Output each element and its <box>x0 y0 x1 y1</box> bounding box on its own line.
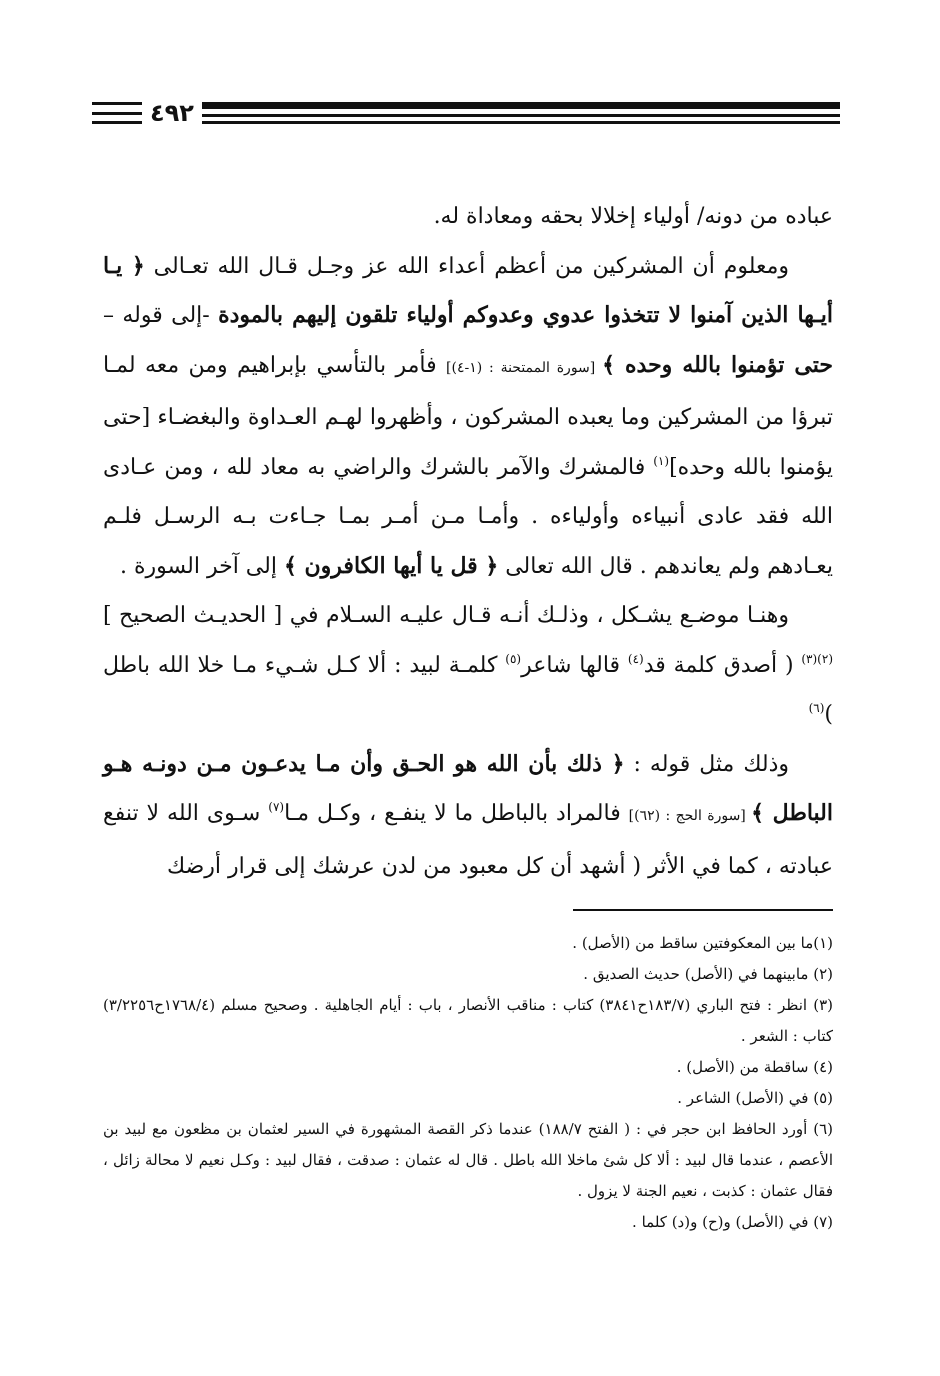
footnote: (٢) مابينهما في (الأصل) حديث الصديق . <box>583 965 833 983</box>
text-run: إلى آخر السورة . <box>120 553 284 579</box>
text-run: فالمراد بالباطل ما لا ينفـع ، وكـل مـا <box>284 801 629 826</box>
text-run: ( أصدق كلمة قد <box>643 652 802 678</box>
footnote-marker: (٤) <box>627 651 644 666</box>
footnote-marker: (١) <box>653 453 670 468</box>
surah-reference: [سورة الممتحنة : (١-٤)] <box>446 359 603 376</box>
text-run: كلمـة لبيد : ألا كـل شـيء مـا خلا الله باطل ) <box>103 652 833 727</box>
footnote: (٥) في (الأصل) الشاعر . <box>677 1089 833 1107</box>
quran-quote: ﴿ ذلك بأن الله هو الحـق وأن مـا يدعـون مـن دونـه هـو الباطل ﴾ <box>103 750 833 826</box>
footnote: (١)ما بين المعكوفتين ساقط من (الأصل) . <box>572 934 833 952</box>
footnote-separator <box>573 909 833 911</box>
text-run: عباده من دونه/ أولياء إخلالا بحقه ومعاداة له. <box>433 204 833 229</box>
footnote-marker: (٥) <box>505 651 522 666</box>
page-number: ٤٩٢ <box>150 99 194 127</box>
page-header <box>92 101 840 125</box>
footnote: (٦) أورد الحافظ ابن حجر في : ( الفتح ١٨٨/٧) عندما ذكر القصة المشهورة في السير لعثمان بن مظعون مع لبيد بن الأعصم ، عندما قال لبيد : ألا كل شئ ماخلا الله باطل . قال له عثمان : صدقت ، فقال لبيد : وكـل نعيم لا محالة زائل ، فقال عثمان : كذبت ، نعيم الجنة لا يزول . <box>103 1120 833 1200</box>
footnote-marker: (٢)(٣) <box>801 651 834 666</box>
surah-reference: [سورة الحج : (٦٢)] <box>628 808 752 824</box>
quran-quote: ﴿ يـا أيـها الذين آمنوا لا تتخذوا عدوي وعدوكم أولياء تلقون إليهم بالمودة <box>103 252 833 328</box>
footnote: (٤) ساقطة من (الأصل) . <box>676 1058 833 1076</box>
text-run: قالها شاعر <box>521 652 628 678</box>
quran-quote: ﴿ قل يا أيها الكافرون ﴾ <box>283 552 499 579</box>
text-run: -إلى قوله – <box>103 303 219 328</box>
footnote: (٧) في (الأصل) و(ح) و(د) كلما . <box>632 1213 833 1231</box>
text-run: سـوى الله لا تنفع عبادته ، كما في الأثر ( أشهد أن كل معبود من لدن عرشك إلى قرار أرضك <box>103 801 833 879</box>
paragraph <box>103 192 833 242</box>
text-run: فالمشرك والآمر بالشرك والراضي به معاد لله ، ومن عـادى الله فقد عادى أنبياءه وأولياءه . وأمـا مـن أمـر بمـا جـاءت بـه الرسـل فلـم يعـادهم ولم يعاندهم . قال الله تعالى <box>103 454 833 579</box>
paragraph <box>103 740 833 892</box>
text-run: وهنـا موضـع يشـكل ، وذلـك أنـه قـال عليـه السـلام في [ الحديـث الصحيح ] <box>103 603 789 628</box>
text-run: وذلك مثل قوله : <box>624 751 789 777</box>
footnote-marker: (٧) <box>268 800 285 814</box>
footnote-marker: (٦) <box>808 701 825 715</box>
footnotes <box>103 928 833 1238</box>
text-run: فأمر بالتأسي بإبراهيم ومن معه لمـا تبرؤا من المشركين وما يعبده المشركون ، وأظهروا لهـم العـداوة والبغضـاء [حتى يؤمنوا بالله وحده] <box>103 352 833 480</box>
main-text <box>103 192 833 891</box>
paragraph <box>103 591 833 740</box>
paragraph <box>103 242 833 592</box>
text-run: ومعلوم أن المشركين من أعظم أعداء الله عز وجـل قـال الله تعـالى <box>144 253 790 279</box>
header-rule-left <box>92 102 142 124</box>
header-rule-right <box>202 102 840 124</box>
quran-quote: حتى تؤمنوا بالله وحده ﴾ <box>602 351 833 378</box>
footnote: (٣) انظر : فتح الباري (١٨٣/٧ح٣٨٤١) كتاب : مناقب الأنصار ، باب : أيام الجاهلية . وصحيح مسلم (١٧٦٨/٤ح٣/٢٢٥٦) كتاب : الشعر . <box>103 996 833 1045</box>
